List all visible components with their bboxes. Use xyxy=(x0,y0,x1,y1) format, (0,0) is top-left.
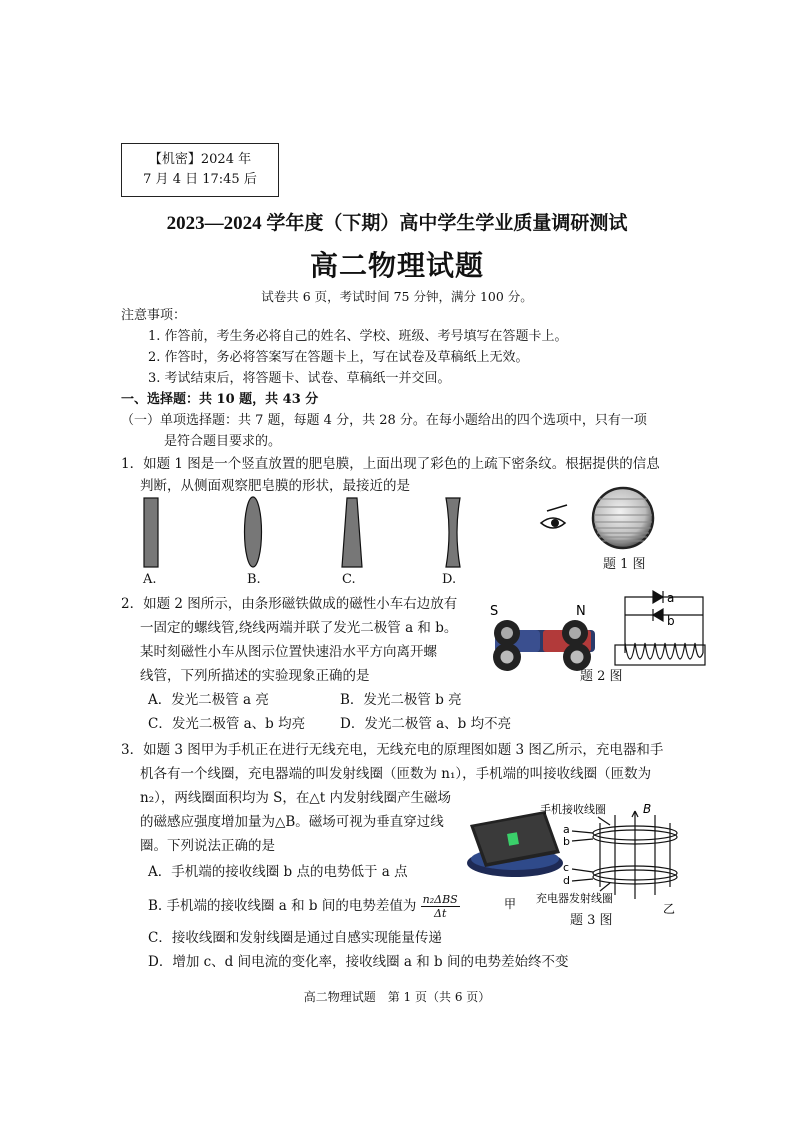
q1-option-a: A. xyxy=(143,572,157,587)
q3-option-d: D．增加 c、d 间电流的变化率，接收线圈 a 和 b 间的电势差始终不变 xyxy=(148,954,569,970)
q2-figure-caption: 题 2 图 xyxy=(580,669,623,684)
solenoid-icon xyxy=(615,643,705,665)
page-footer: 高二物理试题 第 1 页（共 6 页） xyxy=(303,990,491,1004)
diode-a-icon xyxy=(653,591,663,603)
q2-option-b: B．发光二极管 b 亮 xyxy=(340,692,462,708)
q3-stem-line4: 的磁感应强度增加量为△B。磁场可视为垂直穿过线 xyxy=(140,814,444,830)
q1-options-figure xyxy=(130,495,480,573)
q1-stem-line2: 判断，从侧面观察肥皂膜的形状，最接近的是 xyxy=(140,478,410,494)
q2-stem-line3: 某时刻磁性小车从图示位置快速沿水平方向离开螺 xyxy=(140,644,437,660)
q3-option-c: C．接收线圈和发射线圈是通过自感实现能量传递 xyxy=(148,930,442,946)
q2-option-c: C．发光二极管 a、b 均亮 xyxy=(148,716,306,732)
q2-stem-line2: 一固定的螺线管,绕线两端并联了发光二极管 a 和 b。 xyxy=(140,620,458,636)
pole-n-label: N xyxy=(576,604,586,619)
soap-film-disc xyxy=(593,488,653,548)
fig-yi-label: 乙 xyxy=(663,902,676,916)
q3-option-a: A．手机端的接收线圈 b 点的电势低于 a 点 xyxy=(148,864,408,880)
q2-option-d: D．发光二极管 a、b 均不亮 xyxy=(340,716,512,732)
q2-option-a: A．发光二极管 a 亮 xyxy=(148,692,269,708)
eye-icon xyxy=(541,505,567,528)
exam-info-note: 试卷共 6 页，考试时间 75 分钟，满分 100 分。 xyxy=(261,289,533,304)
diode-a-label: a xyxy=(667,591,675,605)
magnetic-car xyxy=(493,620,595,671)
notice-item-2: 2. 作答时，务必将答案写在答题卡上，写在试卷及草稿纸上无效。 xyxy=(148,350,529,365)
q1-soap-film-figure xyxy=(535,485,665,560)
q1-option-c: C. xyxy=(342,572,356,587)
phone-on-charger-photo xyxy=(467,811,563,877)
q3-figure-caption: 题 3 图 xyxy=(570,913,613,928)
q1-option-d-shape xyxy=(446,498,460,567)
notice-label: 注意事项： xyxy=(121,308,187,323)
coil-diagram xyxy=(572,811,677,899)
q1-option-c-shape xyxy=(342,498,362,567)
pole-s-label: S xyxy=(490,604,499,619)
fig-jia-label: 甲 xyxy=(504,897,517,911)
coil-d-label: d xyxy=(563,874,570,887)
diode-b-label: b xyxy=(667,614,675,628)
notice-item-3: 3. 考试结束后，将答题卡、试卷、草稿纸一并交回。 xyxy=(148,371,451,386)
q1-option-b-shape xyxy=(245,497,262,567)
q3-stem-line2: 机各有一个线圈，充电器端的叫发射线圈（匝数为 n₁），手机端的叫接收线圈（匝数为 xyxy=(140,766,652,782)
q3-stem-line3: n₂），两线圈面积均为 S，在△t 内发射线圈产生磁场 xyxy=(140,790,451,806)
fraction-numerator: n₂ΔBS xyxy=(422,893,458,906)
exam-title: 2023—2024 学年度（下期）高中学生学业质量调研测试 xyxy=(166,213,628,234)
diode-b-icon xyxy=(653,609,663,621)
section-title: 一、选择题：共 10 题，共 43 分 xyxy=(121,392,319,407)
field-b-label: B xyxy=(643,802,652,816)
part1-instruction-line2: 是符合题目要求的。 xyxy=(164,434,282,449)
q3-stem-line1: 3．如题 3 图甲为手机正在进行无线充电，无线充电的原理图如题 3 图乙所示，充电器和手 xyxy=(121,742,664,758)
coil-a-label: a xyxy=(563,823,570,836)
confidential-line2: 7 月 4 日 17:45 后 xyxy=(143,172,257,187)
q3-figure xyxy=(460,795,690,925)
confidential-line1: 【机密】2024 年 xyxy=(148,152,252,167)
q1-option-b: B. xyxy=(247,572,261,587)
receive-coil-label: 手机接收线圈 xyxy=(540,803,606,816)
coil-b-label: b xyxy=(563,835,570,848)
fraction-denominator: Δt xyxy=(434,907,447,920)
q1-stem-line1: 1．如题 1 图是一个竖直放置的肥皂膜，上面出现了彩色的上疏下密条纹。根据提供的信息 xyxy=(121,456,660,472)
notice-item-1: 1. 作答前，考生务必将自己的姓名、学校、班级、考号填写在答题卡上。 xyxy=(148,329,568,344)
q2-stem-line1: 2．如题 2 图所示，由条形磁铁做成的磁性小车右边放有 xyxy=(121,596,458,612)
exam-subject-title: 高二物理试题 xyxy=(309,249,484,282)
diode-circuit xyxy=(615,591,705,665)
q1-option-d: D. xyxy=(442,572,457,587)
q1-option-a-shape xyxy=(144,498,158,567)
q3-option-b xyxy=(148,893,460,920)
send-coil-label: 充电器发射线圈 xyxy=(536,892,613,905)
q3-option-b-text: B. 手机端的接收线圈 a 和 b 间的电势差值为 xyxy=(148,898,417,914)
confidential-box xyxy=(121,143,279,197)
part1-instruction-line1: （一）单项选择题：共 7 题，每题 4 分，共 28 分。在每小题给出的四个选项中，只有一项 xyxy=(121,413,647,428)
q1-figure-caption: 题 1 图 xyxy=(603,557,646,572)
q2-stem-line4: 线管，下列所描述的实验现象正确的是 xyxy=(140,668,370,684)
q3-stem-line5: 圈。下列说法正确的是 xyxy=(140,838,275,854)
q3-option-b-fraction xyxy=(421,893,460,920)
coil-c-label: c xyxy=(563,861,570,874)
